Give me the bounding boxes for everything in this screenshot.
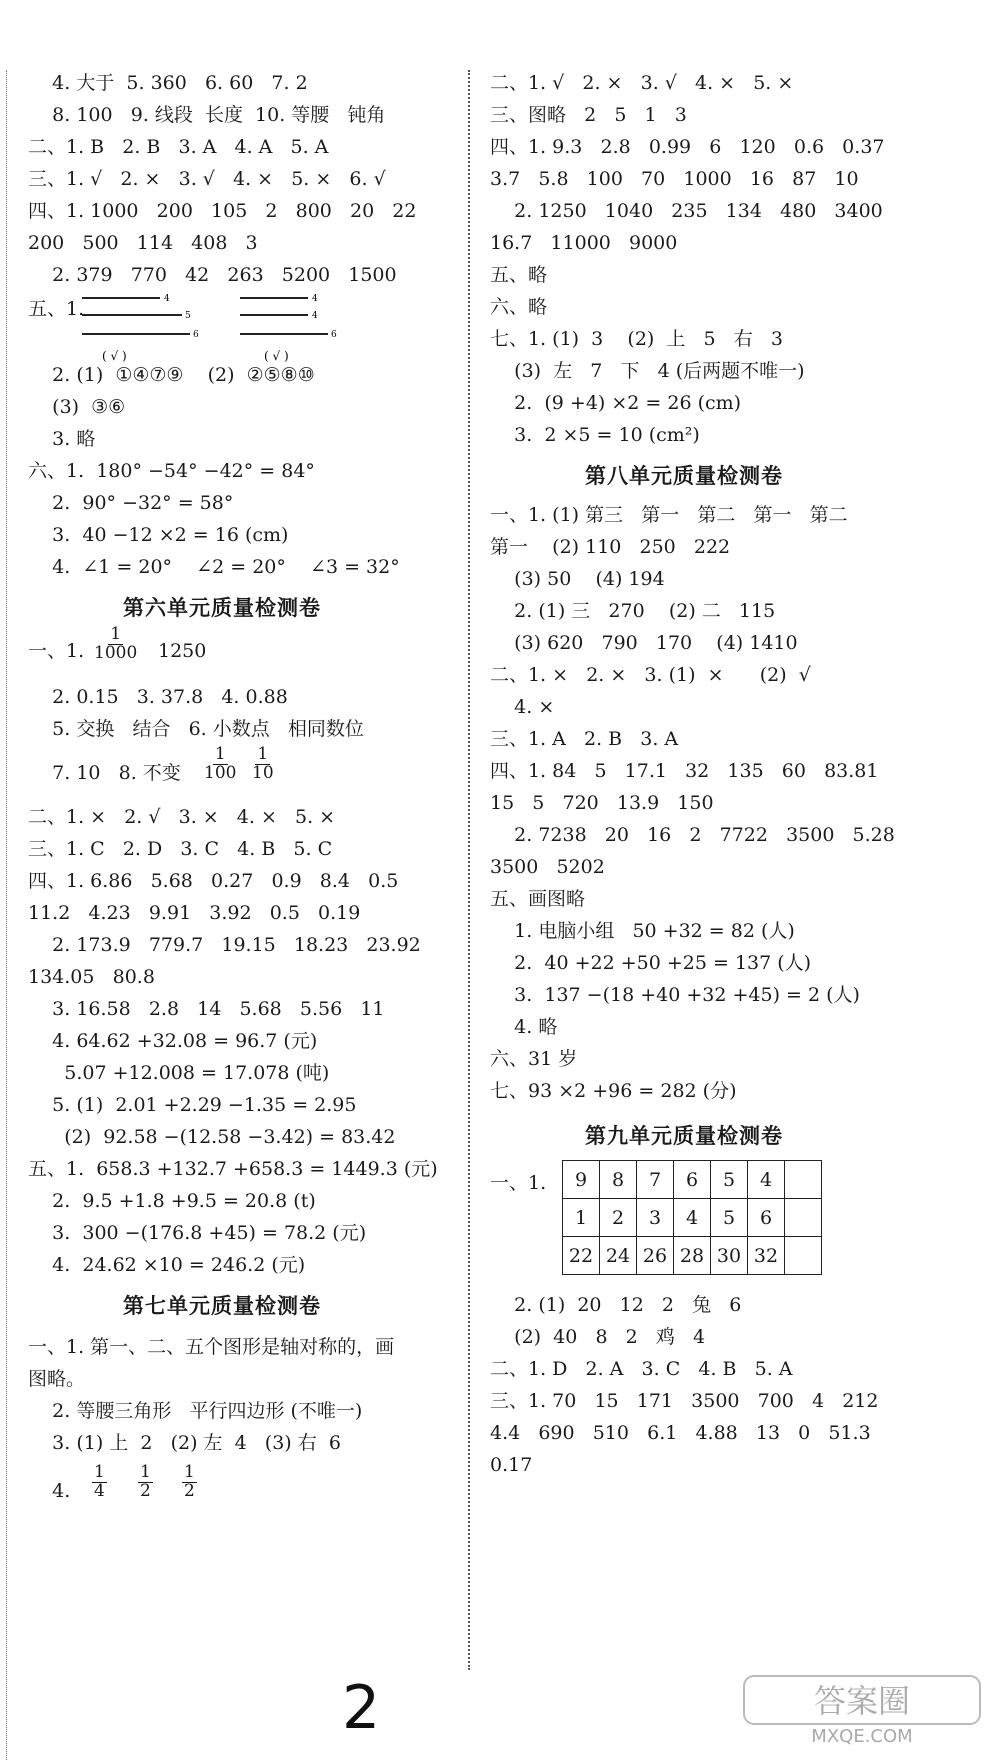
text-line: 3. 40 −12 ×2 = 16 (cm)	[28, 524, 289, 546]
grid-cell: 6	[674, 1161, 711, 1199]
line-label: 4	[312, 311, 318, 321]
unit6-q1-prefix: 一、1.	[28, 640, 85, 662]
fraction: $\frac{1}{4}$	[94, 1462, 105, 1501]
text-line: 2. (1) 20 12 2 兔 6	[490, 1294, 742, 1316]
unit9-title: 第九单元质量检测卷	[585, 1124, 783, 1148]
text-line: 五、画图略	[490, 888, 586, 910]
text-line: 五、略	[490, 264, 548, 286]
text-line: 8. 100 9. 线段 长度 10. 等腰 钝角	[28, 104, 386, 126]
grid-cell: 5	[711, 1161, 748, 1199]
text-line: 2. 40 +22 +50 +25 = 137 (人)	[490, 952, 812, 974]
line-label: 5	[185, 311, 191, 321]
section5-prefix: 五、1.	[28, 298, 85, 320]
text-line: 2. 等腰三角形 平行四边形 (不唯一)	[28, 1400, 363, 1422]
grid-row	[563, 1199, 822, 1237]
text-line: 3. (1) 上 2 (2) 左 4 (3) 右 6	[28, 1432, 341, 1454]
parallel-lines-figure	[78, 288, 338, 368]
text-line: 5. 交换 结合 6. 小数点 相同数位	[28, 718, 364, 740]
text-line: 三、1. √ 2. × 3. √ 4. × 5. × 6. √	[28, 168, 386, 190]
text-line: 4. 64.62 +32.08 = 96.7 (元)	[28, 1030, 318, 1052]
text-line: 七、1. (1) 3 (2) 上 5 右 3	[490, 328, 783, 350]
column-divider	[468, 70, 470, 1670]
text-line: 四、1. 1000 200 105 2 800 20 22	[28, 200, 417, 222]
check-mark: ( √ )	[264, 349, 289, 363]
text-line: 六、31 岁	[490, 1048, 578, 1070]
line-label: 4	[164, 294, 170, 304]
fraction: $\frac{1}{2}$	[140, 1462, 151, 1501]
text-line: 七、93 ×2 +96 = 282 (分)	[490, 1080, 737, 1102]
text-line: 五、1. 658.3 +132.7 +658.3 = 1449.3 (元)	[28, 1158, 438, 1180]
text-line: 15 5 720 13.9 150	[490, 792, 714, 814]
text-line: 三、1. A 2. B 3. A	[490, 728, 679, 750]
unit7-q4-prefix: 4.	[28, 1480, 71, 1502]
text-line: 3. 300 −(176.8 +45) = 78.2 (元)	[28, 1222, 367, 1244]
text-line: 1. 电脑小组 50 +32 = 82 (人)	[490, 920, 795, 942]
text-line: 4. ∠1 = 20° ∠2 = 20° ∠3 = 32°	[28, 556, 400, 578]
grid-cell: 8	[600, 1161, 637, 1199]
fraction: $\frac{1}{1000}$	[94, 624, 138, 663]
fraction: $\frac{1}{10}$	[252, 744, 274, 783]
text-line: 11.2 4.23 9.91 3.92 0.5 0.19	[28, 902, 361, 924]
text-line: (3) ③⑥	[28, 396, 126, 418]
text-line: 3500 5202	[490, 856, 605, 878]
text-line: 2. 1250 1040 235 134 480 3400	[490, 200, 883, 222]
grid-cell: 26	[637, 1237, 674, 1275]
grid-cell: 9	[563, 1161, 600, 1199]
grid-cell: 3	[637, 1199, 674, 1237]
text-line: 四、1. 84 5 17.1 32 135 60 83.81	[490, 760, 879, 782]
text-line: (3) 620 790 170 (4) 1410	[490, 632, 798, 654]
text-line: 四、1. 9.3 2.8 0.99 6 120 0.6 0.37	[490, 136, 885, 158]
text-line: 二、1. B 2. B 3. A 4. A 5. A	[28, 136, 329, 158]
fraction: $\frac{1}{2}$	[184, 1462, 195, 1501]
text-line: 二、1. × 2. √ 3. × 4. × 5. ×	[28, 806, 336, 828]
grid-cell: 7	[637, 1161, 674, 1199]
grid-cell	[785, 1237, 822, 1275]
grid-cell: 1	[563, 1199, 600, 1237]
text-line: 4. 略	[490, 1016, 558, 1038]
line-label: 4	[312, 294, 318, 304]
text-line: 六、1. 180° −54° −42° = 84°	[28, 460, 315, 482]
grid-cell: 22	[563, 1237, 600, 1275]
text-line: 图略。	[28, 1368, 86, 1390]
text-line: 2. 173.9 779.7 19.15 18.23 23.92	[28, 934, 421, 956]
text-line: 3. 137 −(18 +40 +32 +45) = 2 (人)	[490, 984, 860, 1006]
grid-cell: 6	[748, 1199, 785, 1237]
unit9-q1-prefix: 一、1.	[490, 1172, 547, 1194]
grid-cell: 28	[674, 1237, 711, 1275]
unit6-title: 第六单元质量检测卷	[123, 596, 321, 620]
text-line: 2. (1) ①④⑦⑨ (2) ②⑤⑧⑩	[28, 364, 315, 386]
line-label: 6	[193, 330, 199, 340]
text-line: 3. 略	[28, 428, 96, 450]
grid-cell: 4	[748, 1161, 785, 1199]
text-line: 4. ×	[490, 696, 555, 718]
text-line: 2. 9.5 +1.8 +9.5 = 20.8 (t)	[28, 1190, 316, 1212]
fraction: $\frac{1}{100}$	[204, 744, 237, 783]
text-line: 5.07 +12.008 = 17.078 (吨)	[28, 1062, 330, 1084]
grid-row	[563, 1161, 822, 1199]
text-line: 4. 大于 5. 360 6. 60 7. 2	[28, 72, 308, 94]
text-line: 三、1. 70 15 171 3500 700 4 212	[490, 1390, 879, 1412]
text-line: 3.7 5.8 100 70 1000 16 87 10	[490, 168, 859, 190]
grid-cell: 5	[711, 1199, 748, 1237]
grid-cell	[785, 1199, 822, 1237]
text-line: 0.17	[490, 1454, 533, 1476]
text-line: 第一 (2) 110 250 222	[490, 536, 731, 558]
text-line: 4. 24.62 ×10 = 246.2 (元)	[28, 1254, 306, 1276]
text-line: 二、1. × 2. × 3. (1) × (2) √	[490, 664, 811, 686]
text-line: 一、1. (1) 第三 第一 第二 第一 第二	[490, 504, 848, 526]
unit6-q7-prefix: 7. 10 8. 不变	[28, 762, 181, 784]
grid-cell: 24	[600, 1237, 637, 1275]
text-line: 134.05 80.8	[28, 966, 155, 988]
svg-text:答案圈: 答案圈	[813, 1682, 911, 1720]
grid-cell	[785, 1161, 822, 1199]
text-line: (3) 50 (4) 194	[490, 568, 665, 590]
number-grid	[562, 1160, 822, 1275]
handwritten-page-number: 2	[342, 1673, 381, 1743]
text-line: 2. (9 +4) ×2 = 26 (cm)	[490, 392, 742, 414]
grid-cell: 4	[674, 1199, 711, 1237]
text-line: 200 500 114 408 3	[28, 232, 258, 254]
text-line: (2) 92.58 −(12.58 −3.42) = 83.42	[28, 1126, 396, 1148]
text-line: 3. 16.58 2.8 14 5.68 5.56 11	[28, 998, 385, 1020]
svg-text:MXQE.COM: MXQE.COM	[811, 1726, 913, 1746]
text-line: 2. 379 770 42 263 5200 1500	[28, 264, 397, 286]
text-line: 5. (1) 2.01 +2.29 −1.35 = 2.95	[28, 1094, 357, 1116]
grid-cell: 32	[748, 1237, 785, 1275]
check-mark: ( √ )	[102, 349, 127, 363]
text-line: 4.4 690 510 6.1 4.88 13 0 51.3	[490, 1422, 871, 1444]
text-line: (2) 40 8 2 鸡 4	[490, 1326, 706, 1348]
unit8-title: 第八单元质量检测卷	[585, 464, 783, 488]
text-line: 二、1. D 2. A 3. C 4. B 5. A	[490, 1358, 793, 1380]
text-line: 三、图略 2 5 1 3	[490, 104, 687, 126]
text-line: 六、略	[490, 296, 548, 318]
unit7-title: 第七单元质量检测卷	[123, 1294, 321, 1318]
text-line: 四、1. 6.86 5.68 0.27 0.9 8.4 0.5	[28, 870, 399, 892]
text-line: 3. 2 ×5 = 10 (cm²)	[490, 424, 700, 446]
text-line: 16.7 11000 9000	[490, 232, 678, 254]
text-line: 2. 7238 20 16 2 7722 3500 5.28	[490, 824, 895, 846]
text-line: 2. (1) 三 270 (2) 二 115	[490, 600, 776, 622]
text-line: 2. 0.15 3. 37.8 4. 0.88	[28, 686, 288, 708]
text-line: 一、1. 第一、二、五个图形是轴对称的，画	[28, 1336, 395, 1358]
text-line: 二、1. √ 2. × 3. √ 4. × 5. ×	[490, 72, 794, 94]
line-label: 6	[331, 330, 337, 340]
text-line: 2. 90° −32° = 58°	[28, 492, 234, 514]
grid-cell: 30	[711, 1237, 748, 1275]
grid-row	[563, 1237, 822, 1275]
watermark-logo	[742, 1672, 982, 1746]
text-line: 1250	[158, 640, 207, 662]
text-line: 三、1. C 2. D 3. C 4. B 5. C	[28, 838, 333, 860]
grid-cell: 2	[600, 1199, 637, 1237]
left-edge-dotted-rule	[6, 70, 7, 1760]
text-line: (3) 左 7 下 4 (后两题不唯一)	[490, 360, 805, 382]
